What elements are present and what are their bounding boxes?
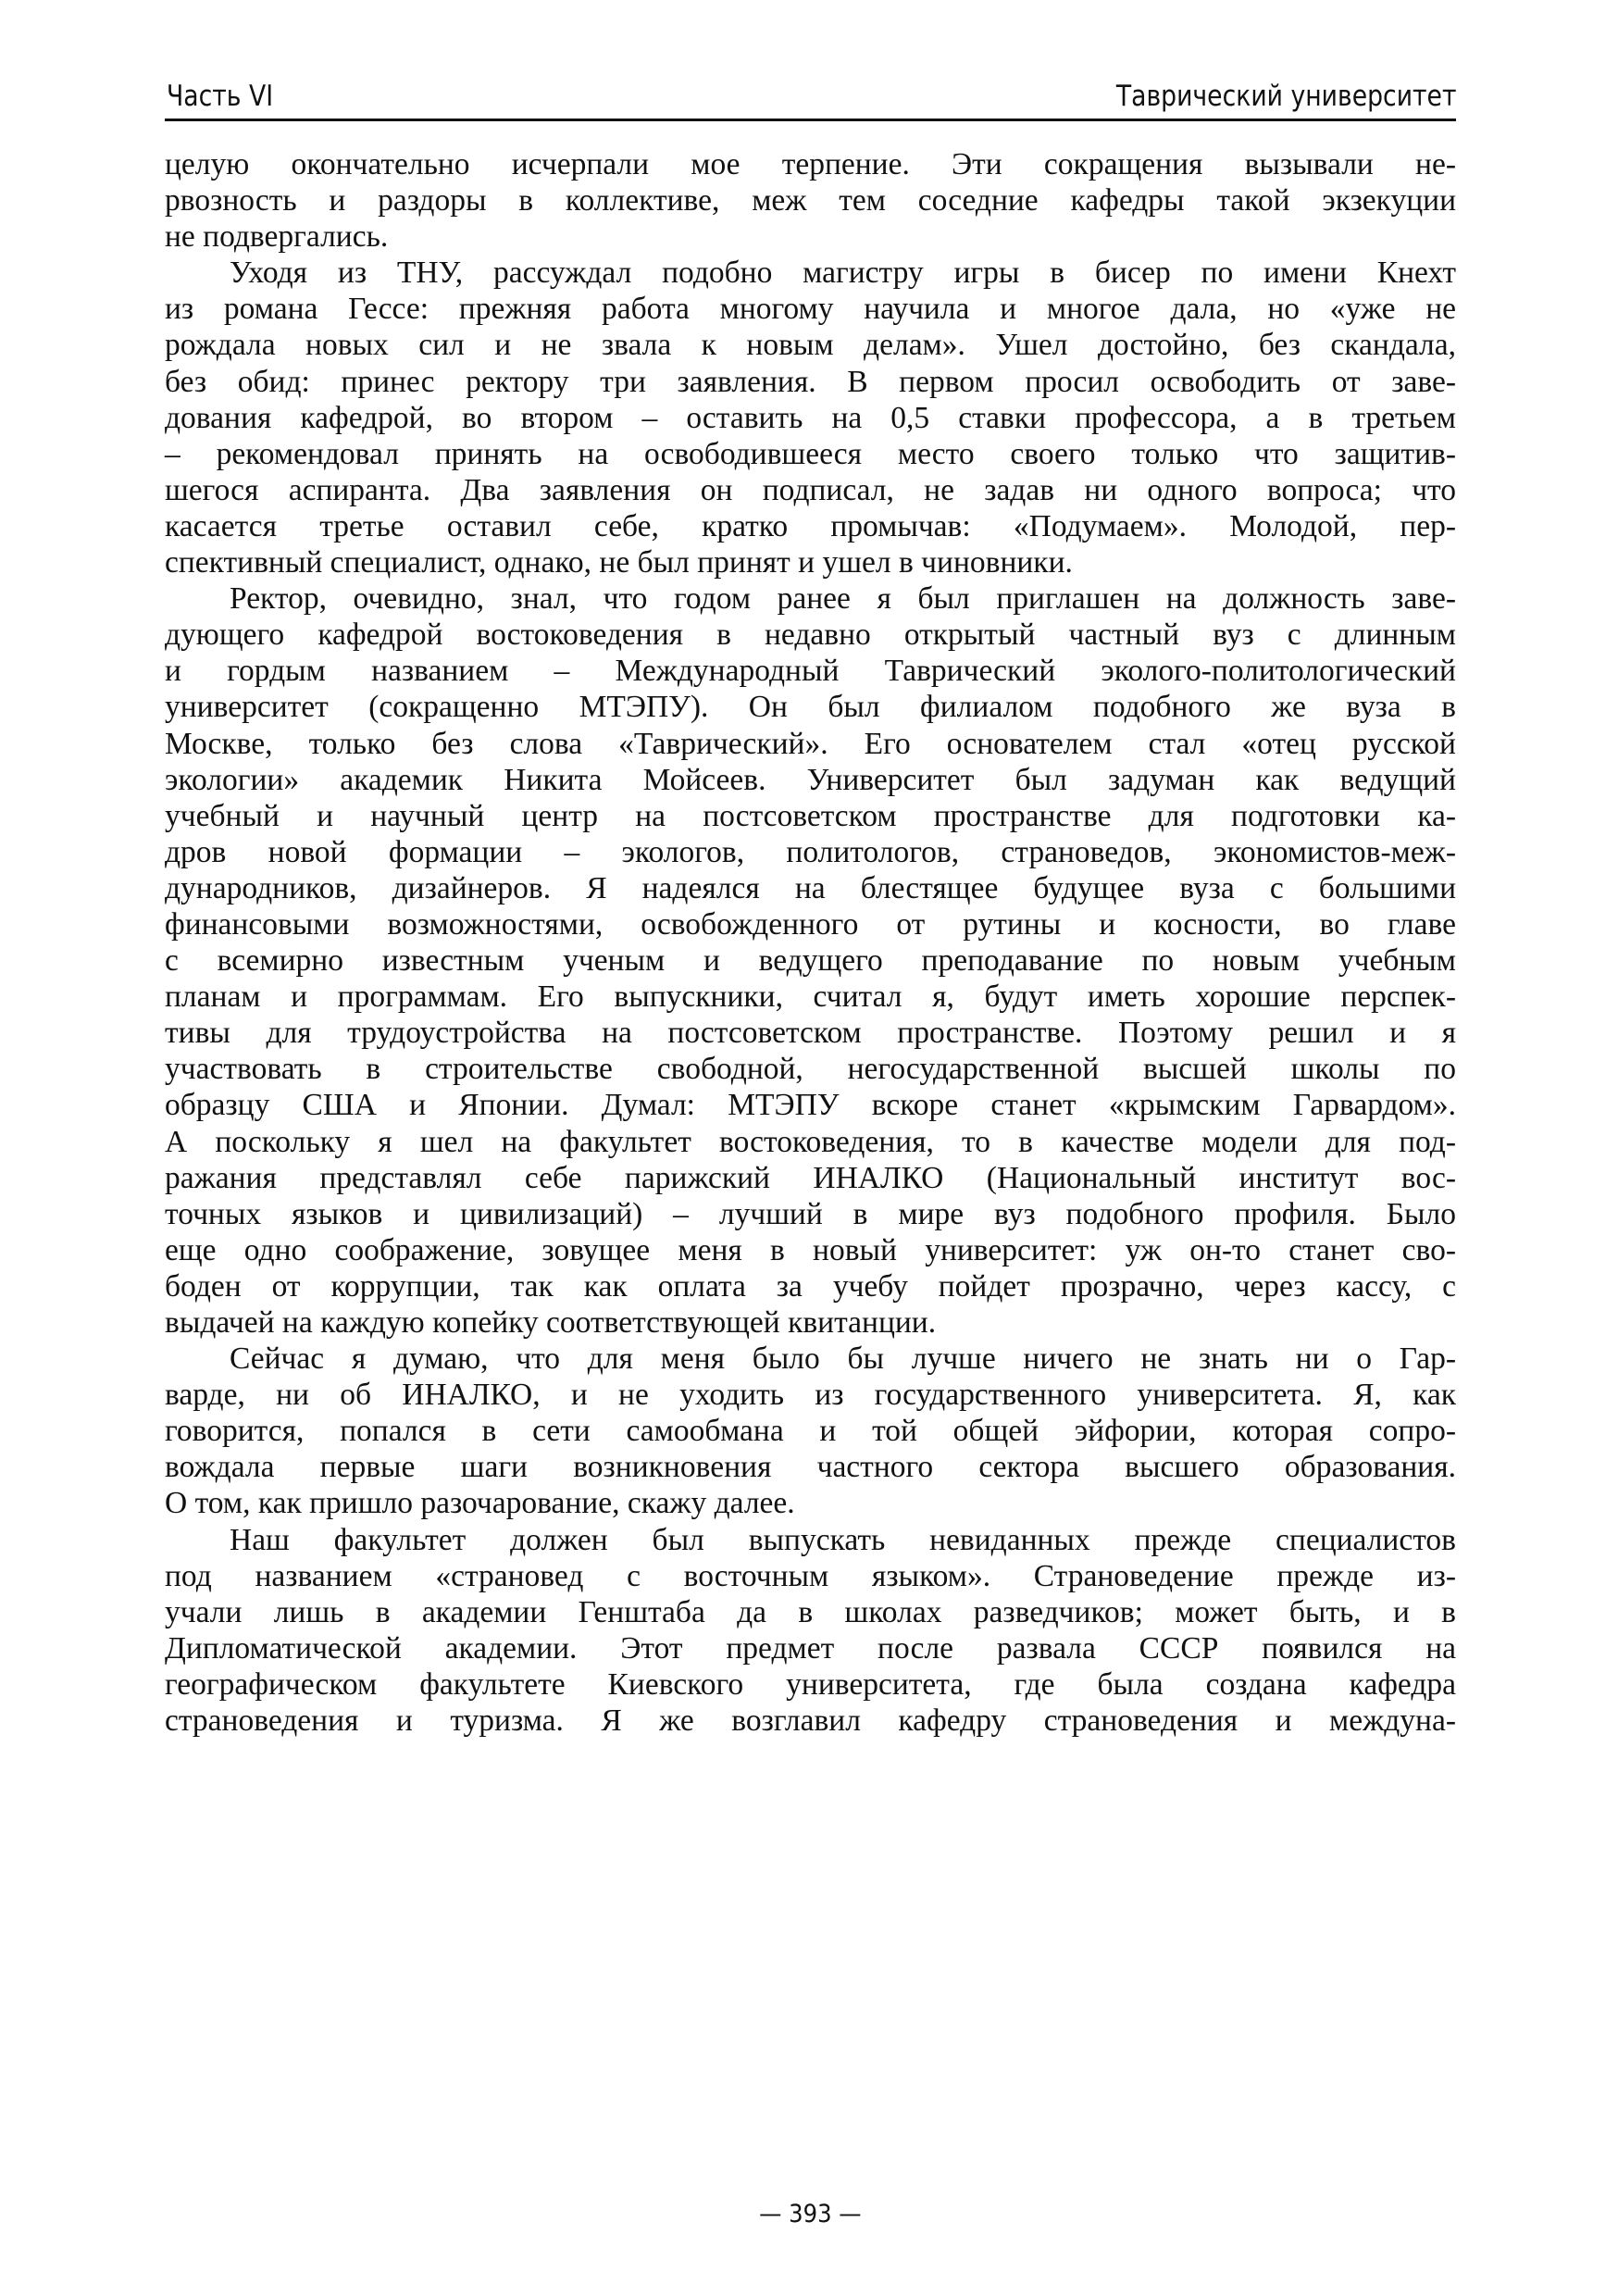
text-line: университет (сокращенно МТЭПУ). Он был филиалом подобного же вуза в <box>165 690 1456 725</box>
text-line: тивы для трудоустройства на постсоветском пространстве. Поэтому решил и я <box>165 1016 1456 1051</box>
running-head <box>165 78 1456 121</box>
paragraph <box>165 1522 1456 1740</box>
text-line: Ректор, очевидно, знал, что годом ранее я был приглашен на должность заве- <box>230 581 1456 617</box>
book-page <box>165 0 1456 2296</box>
text-line: под названием «страновед с восточным языком». Страноведение прежде из- <box>165 1558 1456 1593</box>
running-head-chapter-title: Таврический университет <box>1115 80 1456 113</box>
running-head-part: Часть VI <box>167 80 274 113</box>
text-line: – рекомендовал принять на освободившееся место своего только что защитив- <box>165 436 1456 471</box>
text-line: дров новой формации – экологов, политологов, страноведов, экономистов-меж- <box>165 834 1456 869</box>
text-line: ражания представлял себе парижский ИНАЛКО (Национальный институт вос- <box>165 1160 1456 1195</box>
text-line: участвовать в строительстве свободной, негосударственной высшей школы по <box>165 1052 1456 1087</box>
text-line: дующего кафедрой востоковедения в недавно открытый частный вуз с длинным <box>165 618 1456 653</box>
paragraph <box>165 255 1456 580</box>
text-line: еще одно соображение, зовущее меня в новый университет: уж он-то станет сво- <box>165 1232 1456 1267</box>
text-line: из романа Гессе: прежняя работа многому научила и многое дала, но «уже не <box>165 292 1456 327</box>
text-line: учебный и научный центр на постсоветском пространстве для подготовки ка- <box>165 798 1456 833</box>
text-line: Москве, только без слова «Таврический». Его основателем стал «отец русской <box>165 726 1456 761</box>
text-line: говорится, попался в сети самообмана и той общей эйфории, которая сопро- <box>165 1414 1456 1449</box>
text-line: дународников, дизайнеров. Я надеялся на блестящее будущее вуза с большими <box>165 870 1456 905</box>
text-line: не подвергались. <box>165 219 389 255</box>
paragraph <box>165 1341 1456 1521</box>
text-line: с всемирно известным ученым и ведущего преподавание по новым учебным <box>165 943 1456 979</box>
text-line: шегося аспиранта. Два заявления он подписал, не задав ни одного вопроса; что <box>165 472 1456 507</box>
text-line: без обид: принес ректору три заявления. В первом просил освободить от заве- <box>165 364 1456 399</box>
text-line: Уходя из ТНУ, рассуждал подобно магистру игры в бисер по имени Кнехт <box>230 256 1456 291</box>
text-line: географическом факультете Киевского университета, где была создана кафедра <box>165 1666 1456 1702</box>
paragraph <box>165 146 1456 255</box>
text-line: О том, как пришло разочарование, скажу далее. <box>165 1486 795 1521</box>
text-line: планам и программам. Его выпускники, считал я, будут иметь хорошие перспек- <box>165 980 1456 1015</box>
text-line: учали лишь в академии Генштаба да в школах разведчиков; может быть, и в <box>165 1594 1456 1629</box>
body-text <box>165 146 1456 1739</box>
text-line: Дипломатической академии. Этот предмет после развала СССР появился на <box>165 1630 1456 1666</box>
page-number <box>165 2200 1456 2229</box>
text-line: вождала первые шаги возникновения частного сектора высшего образования. <box>165 1450 1456 1485</box>
text-line: рождала новых сил и не звала к новым делам». Ушел достойно, без скандала, <box>165 328 1456 363</box>
text-line: Сейчас я думаю, что для меня было бы лучше ничего не знать ни о Гар- <box>230 1341 1456 1377</box>
text-line: образцу США и Японии. Думал: МТЭПУ вскоре станет «крымским Гарвардом». <box>165 1088 1456 1123</box>
text-line: Наш факультет должен был выпускать невиданных прежде специалистов <box>230 1522 1456 1557</box>
text-line: боден от коррупции, так как оплата за учебу пойдет прозрачно, через кассу, с <box>165 1268 1456 1304</box>
text-line: касается третье оставил себе, кратко промычав: «Подумаем». Молодой, пер- <box>165 508 1456 543</box>
text-line: дования кафедрой, во втором – оставить на 0,5 ставки профессора, а в третьем <box>165 400 1456 435</box>
text-line: экологии» академик Никита Мойсеев. Университет был задуман как ведущий <box>165 762 1456 797</box>
text-line: А поскольку я шел на факультет востоковедения, то в качестве модели для под- <box>165 1124 1456 1159</box>
text-line: выдачей на каждую копейку соответствующей квитанции. <box>165 1305 937 1340</box>
text-line: финансовыми возможностями, освобожденного от рутины и косности, во главе <box>165 906 1456 942</box>
page-number-text: — 393 — <box>759 2200 862 2228</box>
text-line: точных языков и цивилизаций) – лучший в мире вуз подобного профиля. Было <box>165 1196 1456 1231</box>
text-line: варде, ни об ИНАЛКО, и не уходить из государственного университета. Я, как <box>165 1378 1456 1413</box>
paragraph <box>165 580 1456 1341</box>
text-line: страноведения и туризма. Я же возглавил кафедру страноведения и междуна- <box>165 1703 1456 1739</box>
text-line: и гордым названием – Международный Таврический эколого-политологический <box>165 654 1456 689</box>
text-line: рвозность и раздоры в коллективе, меж тем соседние кафедры такой экзекуции <box>165 183 1456 218</box>
text-line: целую окончательно исчерпали мое терпение. Эти сокращения вызывали не- <box>165 147 1456 181</box>
text-line: спективный специалист, однако, не был принят и ушел в чиновники. <box>165 545 1073 580</box>
